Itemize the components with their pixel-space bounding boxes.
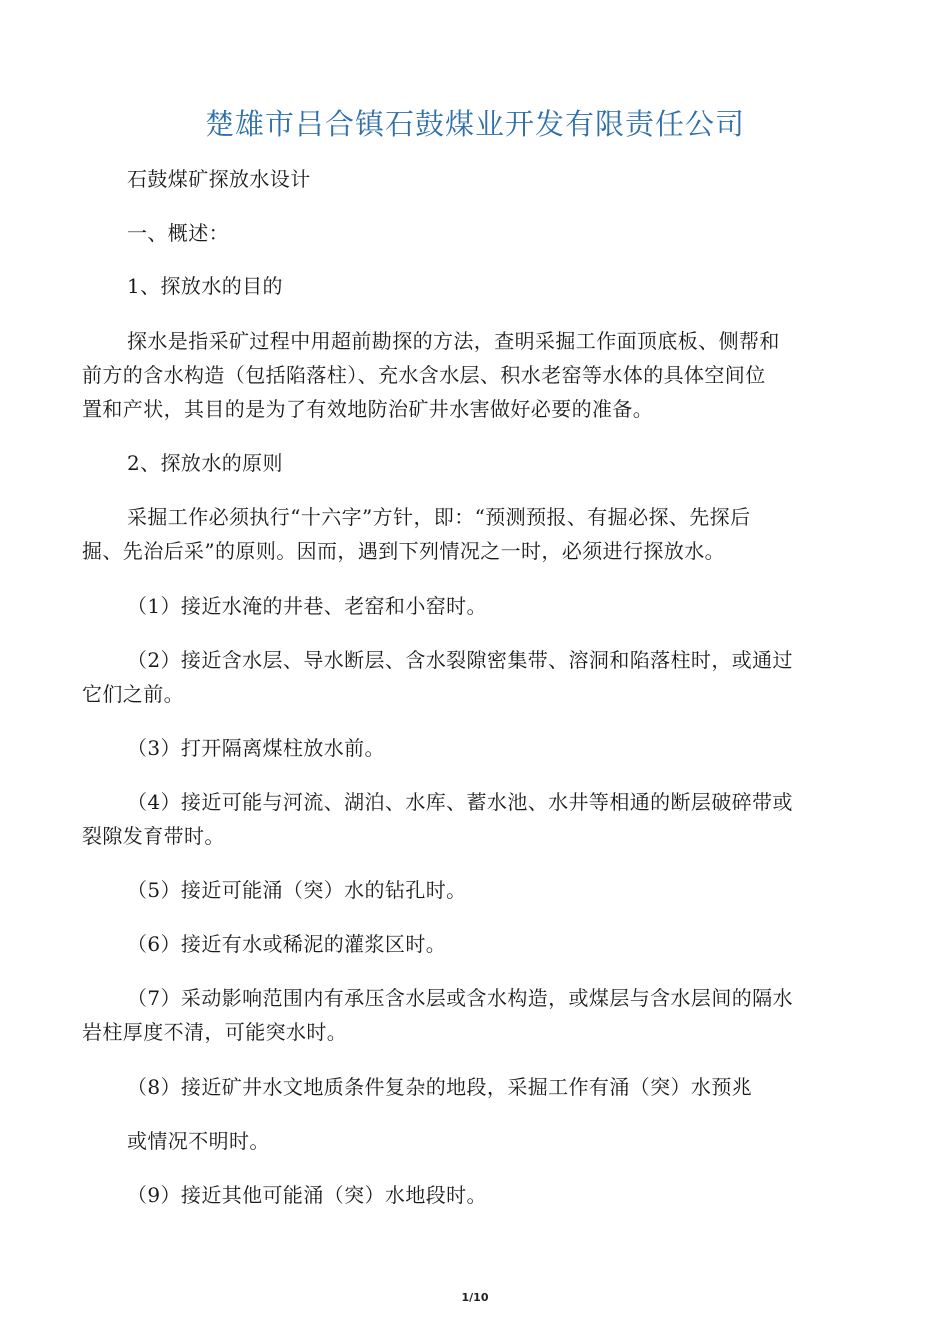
paragraph-line: 掘、先治后采”的原则。因而，遇到下列情况之一时，必须进行探放水。 (82, 539, 726, 563)
list-item: （2）接近含水层、导水断层、含水裂隙密集带、溶洞和陷落柱时，或通过 (127, 648, 793, 672)
paragraph-line: 采掘工作必须执行“十六字”方针，即：“预测预报、有掘必探、先探后 (127, 505, 751, 529)
list-item: （6）接近有水或稀泥的灌浆区时。 (127, 932, 447, 956)
paragraph-line: 探水是指采矿过程中用超前勘探的方法，查明采掘工作面顶底板、侧帮和 (127, 329, 780, 353)
subsection-heading-principle: 2、探放水的原则 (127, 451, 283, 475)
list-item-continuation: 或情况不明时。 (127, 1129, 270, 1153)
paragraph-line: 前方的含水构造（包括陷落柱）、充水含水层、积水老窑等水体的具体空间位 (82, 363, 766, 387)
section-heading-overview: 一、概述： (127, 221, 229, 245)
paragraph-line: 置和产状，其目的是为了有效地防治矿井水害做好必要的准备。 (82, 397, 654, 421)
list-item: （5）接近可能涌（突）水的钻孔时。 (127, 878, 467, 902)
subsection-heading-purpose: 1、探放水的目的 (127, 274, 283, 298)
list-item: （9）接近其他可能涌（突）水地段时。 (127, 1183, 487, 1207)
list-item: （4）接近可能与河流、湖泊、水库、蓄水池、水井等相通的断层破碎带或 (127, 790, 793, 814)
list-item-continuation: 裂隙发育带时。 (82, 824, 225, 848)
list-item: （1）接近水淹的井巷、老窑和小窑时。 (127, 594, 487, 618)
company-title: 楚雄市吕合镇石鼓煤业开发有限责任公司 (204, 107, 745, 141)
list-item: （7）采动影响范围内有承压含水层或含水构造，或煤层与含水层间的隔水 (127, 986, 793, 1010)
list-item: （8）接近矿井水文地质条件复杂的地段，采掘工作有涌（突）水预兆 (127, 1075, 753, 1099)
list-item-continuation: 它们之前。 (82, 682, 184, 706)
list-item-continuation: 岩柱厚度不清，可能突水时。 (82, 1020, 348, 1044)
document-title: 石鼓煤矿探放水设计 (127, 167, 311, 191)
list-item: （3）打开隔离煤柱放水前。 (127, 736, 385, 760)
page-number: 1/10 (461, 1291, 489, 1304)
